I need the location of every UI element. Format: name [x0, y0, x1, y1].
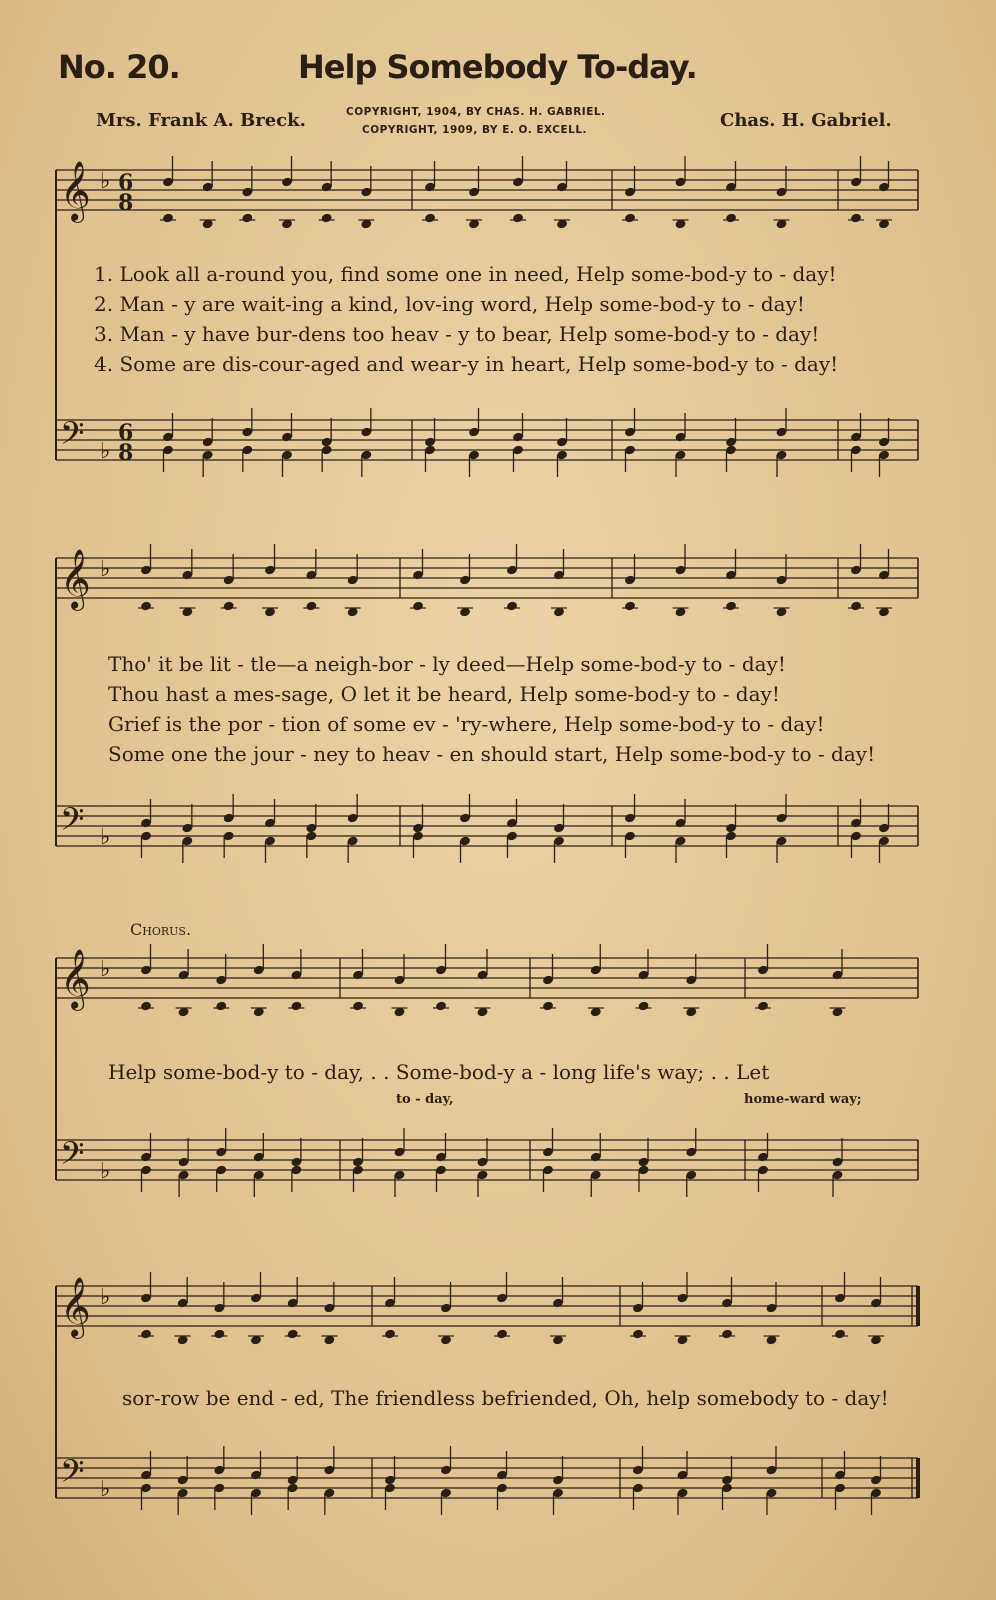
note-head [162, 213, 174, 224]
hymn-number: No. 20. [58, 48, 180, 86]
key-signature-flat: ♭ [100, 169, 111, 194]
chorus-echo-2: home-ward way; [744, 1092, 862, 1107]
lyricist-credit: Mrs. Frank A. Breck. [96, 110, 306, 131]
note-head [637, 1001, 649, 1012]
note-head [496, 1329, 508, 1340]
chorus-label: Chorus. [130, 920, 192, 939]
key-signature-flat: ♭ [100, 957, 111, 982]
hymn-title: Help Somebody To-day. [298, 48, 697, 86]
note-head [435, 1001, 447, 1012]
verse-3-line-1: 3. Man - y have bur-dens too heav - y to bear, Help some-bod-y to - day! [94, 322, 820, 346]
key-signature-flat: ♭ [100, 1477, 111, 1502]
note-head [140, 1001, 152, 1012]
bass-clef: 𝄢 [60, 801, 85, 845]
verse-4-line-2: Some one the jour - ney to heav - en should start, Help some-bod-y to - day! [108, 742, 876, 766]
note-head [506, 601, 518, 612]
note-head [834, 1329, 846, 1340]
note-head [757, 1001, 769, 1012]
chorus-lyric-line-1: Help some-bod-y to - day, . . Some-bod-y a - long life's way; . . Let [108, 1060, 770, 1084]
treble-clef: 𝄞 [60, 1277, 91, 1337]
note-head [721, 1329, 733, 1340]
verse-4-line-1: 4. Some are dis-cour-aged and wear-y in heart, Help some-bod-y to - day! [94, 352, 839, 376]
verse-3-line-2: Grief is the por - tion of some ev - 'ry-where, Help some-bod-y to - day! [108, 712, 825, 736]
note-head [321, 213, 333, 224]
key-signature-flat: ♭ [100, 439, 111, 464]
note-head [241, 213, 253, 224]
note-head [352, 1001, 364, 1012]
key-signature-flat: ♭ [100, 825, 111, 850]
note-head [305, 601, 317, 612]
note-head [850, 601, 862, 612]
note-head [384, 1329, 396, 1340]
bass-clef: 𝄢 [60, 1453, 85, 1497]
copyright-line-1: COPYRIGHT, 1904, BY CHAS. H. GABRIEL. [346, 106, 606, 118]
note-head [223, 601, 235, 612]
note-head [290, 1001, 302, 1012]
verse-1-line-1: 1. Look all a-round you, find some one in need, Help some-bod-y to - day! [94, 262, 837, 286]
note-head [512, 213, 524, 224]
treble-clef: 𝄞 [60, 161, 91, 221]
key-signature-flat: ♭ [100, 1159, 111, 1184]
bass-clef: 𝄢 [60, 415, 85, 459]
composer-credit: Chas. H. Gabriel. [720, 110, 892, 131]
time-signature-top: 6 [118, 170, 134, 196]
note-head [412, 601, 424, 612]
key-signature-flat: ♭ [100, 1285, 111, 1310]
note-head [850, 213, 862, 224]
note-head [424, 213, 436, 224]
treble-clef: 𝄞 [60, 949, 91, 1009]
note-head [287, 1329, 299, 1340]
note-head [725, 601, 737, 612]
key-signature-flat: ♭ [100, 557, 111, 582]
note-head [215, 1001, 227, 1012]
note-head [140, 1329, 152, 1340]
chorus-lyric-line-2: sor-row be end - ed, The friendless befriended, Oh, help somebody to - day! [122, 1386, 889, 1410]
chorus-echo-1: to - day, [396, 1092, 454, 1107]
verse-2-line-1: 2. Man - y are wait-ing a kind, lov-ing word, Help some-bod-y to - day! [94, 292, 805, 316]
note-head [624, 601, 636, 612]
time-signature-bottom: 8 [118, 440, 134, 466]
treble-clef: 𝄞 [60, 549, 91, 609]
time-signature-top: 6 [118, 420, 134, 446]
bass-clef: 𝄢 [60, 1135, 85, 1179]
verse-1-line-2: Tho' it be lit - tle—a neigh-bor - ly deed—Help some-bod-y to - day! [108, 652, 786, 676]
copyright-line-2: COPYRIGHT, 1909, BY E. O. EXCELL. [362, 124, 587, 136]
note-head [542, 1001, 554, 1012]
verse-2-line-2: Thou hast a mes-sage, O let it be heard, Help some-bod-y to - day! [108, 682, 780, 706]
note-head [213, 1329, 225, 1340]
note-head [624, 213, 636, 224]
note-head [632, 1329, 644, 1340]
note-head [725, 213, 737, 224]
note-head [140, 601, 152, 612]
time-signature-bottom: 8 [118, 190, 134, 216]
